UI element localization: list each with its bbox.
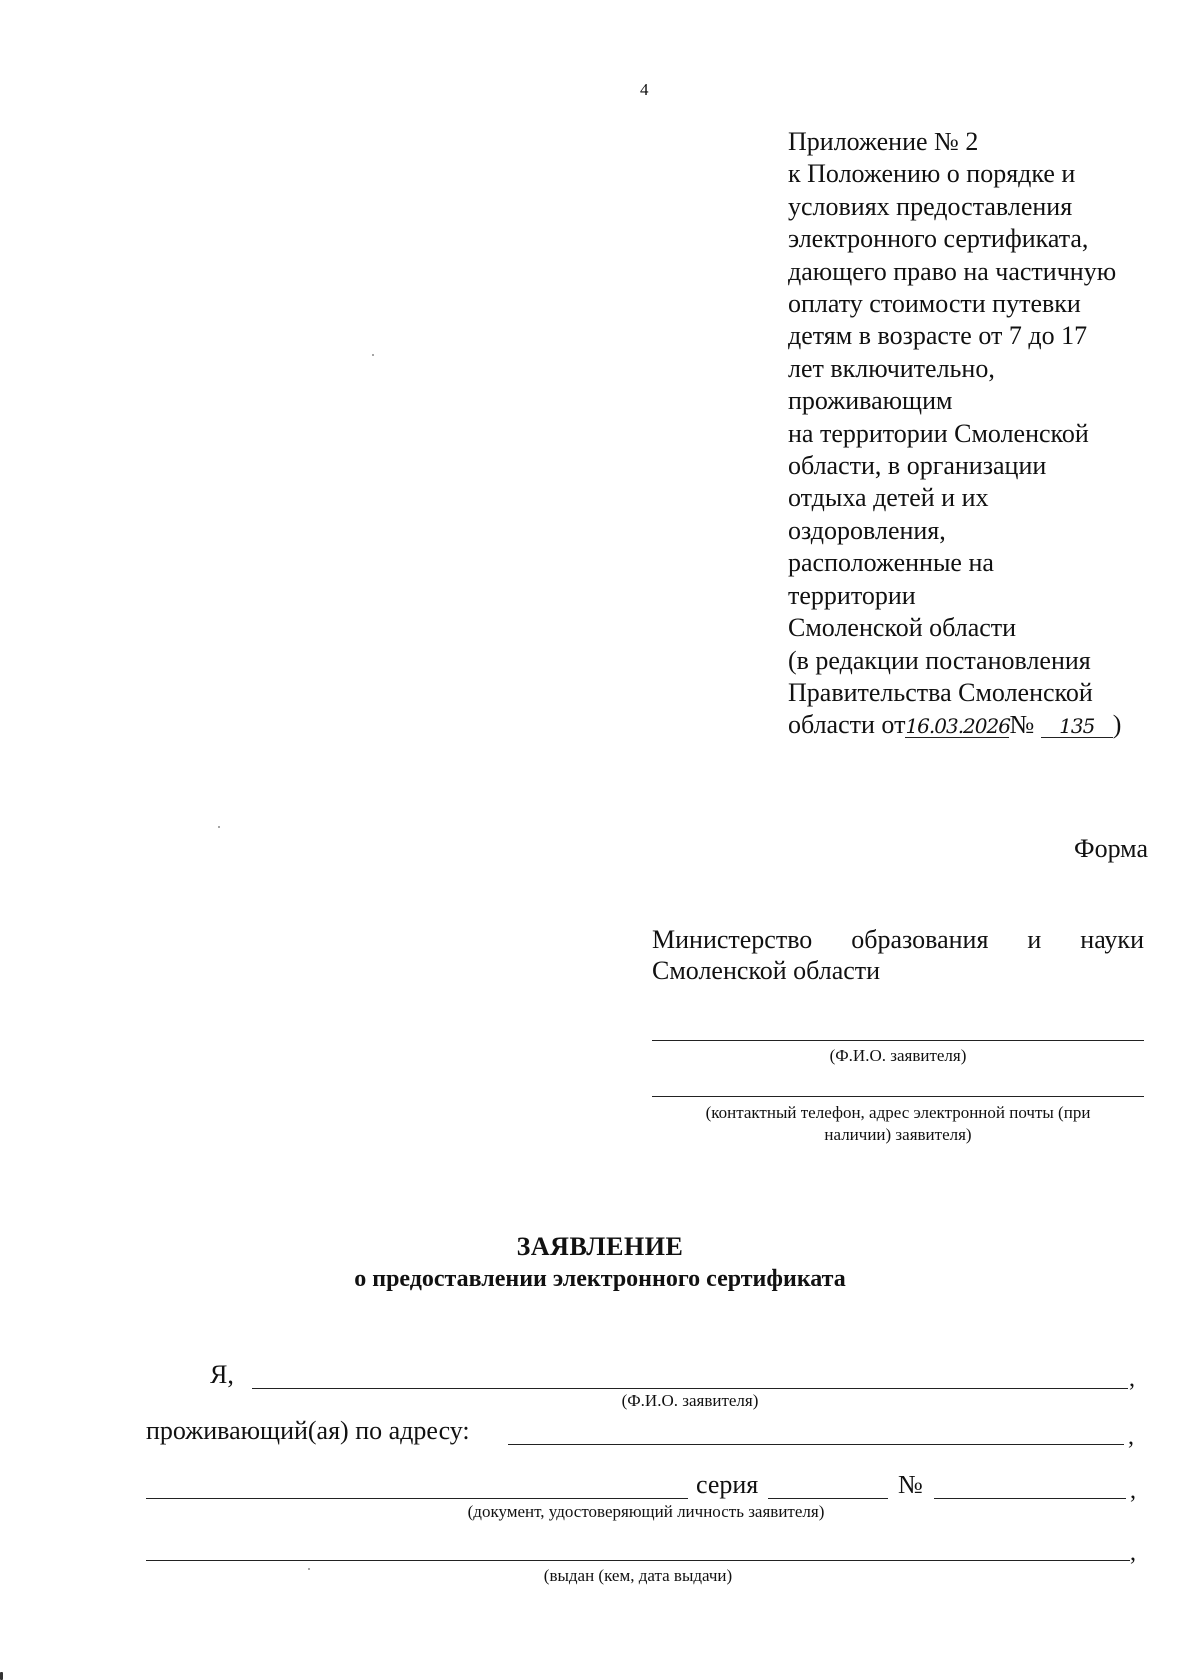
scan-speck — [218, 826, 220, 828]
number-field-line[interactable] — [934, 1498, 1126, 1499]
document-subtitle: о предоставлении электронного сертификата — [354, 1266, 846, 1292]
addressee-line-2: Смоленской области — [652, 956, 881, 985]
appendix-line: электронного сертификата, — [788, 224, 1089, 254]
appendix-line: Приложение № 2 — [788, 127, 979, 156]
appendix-date-prefix: области от — [788, 710, 906, 740]
applicant-fio-caption: (Ф.И.О. заявителя) — [829, 1046, 967, 1065]
addressee-word: Министерство — [652, 925, 813, 954]
document-field-caption: (документ, удостоверяющий личность заявителя) — [467, 1502, 825, 1521]
applicant-contact-caption — [652, 1102, 1144, 1146]
appendix-line: детям в возрасте от 7 до 17 — [788, 321, 1088, 351]
number-sign: № — [1009, 710, 1035, 740]
comma: , — [1130, 1540, 1136, 1566]
appendix-line: проживающим — [788, 386, 953, 416]
form-label: Форма — [1074, 834, 1148, 863]
series-label: серия — [696, 1470, 759, 1499]
document-title: ЗАЯВЛЕНИЕ — [516, 1232, 684, 1261]
address-label: проживающий(ая) по адресу: — [146, 1416, 470, 1445]
appendix-header — [788, 126, 1168, 742]
appendix-line: дающего право на частичную — [788, 256, 1117, 286]
document-field-line[interactable] — [146, 1498, 688, 1499]
appendix-line: Смоленской области — [788, 613, 1017, 643]
appendix-line: лет включительно, — [788, 353, 995, 383]
appendix-line: расположенные на — [788, 548, 994, 578]
addressee-line-1 — [652, 924, 1144, 955]
applicant-fio-line[interactable] — [652, 1040, 1144, 1041]
comma: , — [1130, 1478, 1136, 1504]
handwritten-date: 16.03.2026 — [905, 714, 1010, 739]
applicant-contact-line[interactable] — [652, 1096, 1144, 1097]
scan-speck — [0, 1672, 3, 1680]
scan-speck — [308, 1568, 310, 1570]
appendix-line: территории — [788, 580, 916, 610]
comma: , — [1128, 1424, 1134, 1450]
addressee-word: и — [1027, 925, 1042, 954]
appendix-line: отдыха детей и их — [788, 483, 989, 513]
appendix-line: условиях предоставления — [788, 191, 1073, 221]
issued-field-caption: (выдан (кем, дата выдачи) — [543, 1566, 733, 1585]
appendix-last-line — [788, 709, 1168, 741]
appendix-line: Правительства Смоленской — [788, 677, 1093, 707]
appendix-line: области, в организации — [788, 451, 1047, 481]
address-field-line[interactable] — [508, 1444, 1124, 1445]
appendix-line: (в редакции постановления — [788, 645, 1091, 675]
contact-caption-line: (контактный телефон, адрес электронной почты (при — [705, 1103, 1091, 1122]
closing-paren: ) — [1112, 710, 1122, 740]
fio-field-caption: (Ф.И.О. заявителя) — [621, 1391, 759, 1410]
appendix-line: оздоровления, — [788, 515, 946, 545]
appendix-line: оплату стоимости путевки — [788, 289, 1081, 319]
fio-field-line[interactable] — [252, 1388, 1128, 1389]
addressee-word: науки — [1080, 925, 1144, 954]
contact-caption-line: наличии) заявителя) — [824, 1125, 972, 1144]
page-number: 4 — [640, 80, 649, 99]
issued-field-line[interactable] — [146, 1560, 1130, 1561]
comma: , — [1129, 1366, 1135, 1392]
addressee-word: образования — [851, 925, 989, 954]
scan-speck — [372, 354, 374, 356]
appendix-line: к Положению о порядке и — [788, 159, 1076, 189]
number-label: № — [898, 1470, 923, 1499]
i-label: Я, — [210, 1360, 234, 1389]
handwritten-number: 135 — [1041, 715, 1113, 738]
addressee-block — [652, 924, 1144, 986]
series-field-line[interactable] — [768, 1498, 888, 1499]
appendix-line: на территории Смоленской — [788, 418, 1089, 448]
